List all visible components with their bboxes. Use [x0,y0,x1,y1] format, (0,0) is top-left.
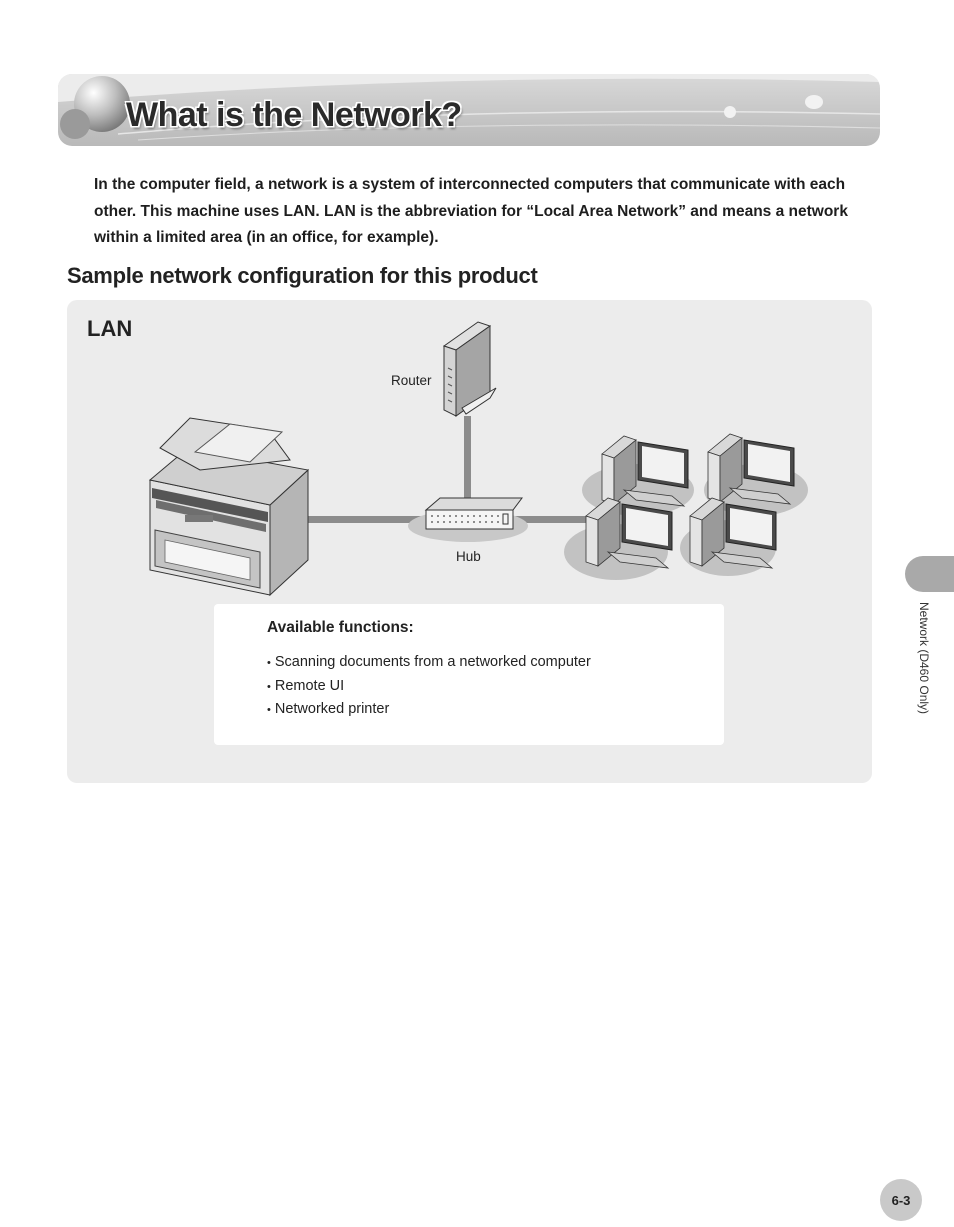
hub-icon [408,498,528,542]
chapter-label: Network (D460 Only) [917,602,931,715]
router-label: Router [391,373,432,388]
function-item: • Networked printer [267,698,591,722]
page-number: 6-3 [880,1179,922,1221]
router-icon [444,322,496,416]
functions-title: Available functions: [267,619,414,636]
page-title: What is the Network? [126,96,462,134]
section-heading: Sample network configuration for this product [67,263,538,288]
lan-label: LAN [87,316,133,341]
computer-icon [586,434,794,568]
function-item: • Scanning documents from a networked computer [267,651,591,675]
hub-label: Hub [456,549,481,564]
functions-list [267,651,591,722]
chapter-tab[interactable] [905,556,954,592]
printer-icon [150,418,308,595]
intro-paragraph: In the computer field, a network is a system of interconnected computers that communicate with each other. This machine uses LAN. LAN is the abbreviation for “Local Area Network” and means a network within a limited area (in an office, for example). [94,176,848,246]
function-item: • Remote UI [267,675,591,699]
